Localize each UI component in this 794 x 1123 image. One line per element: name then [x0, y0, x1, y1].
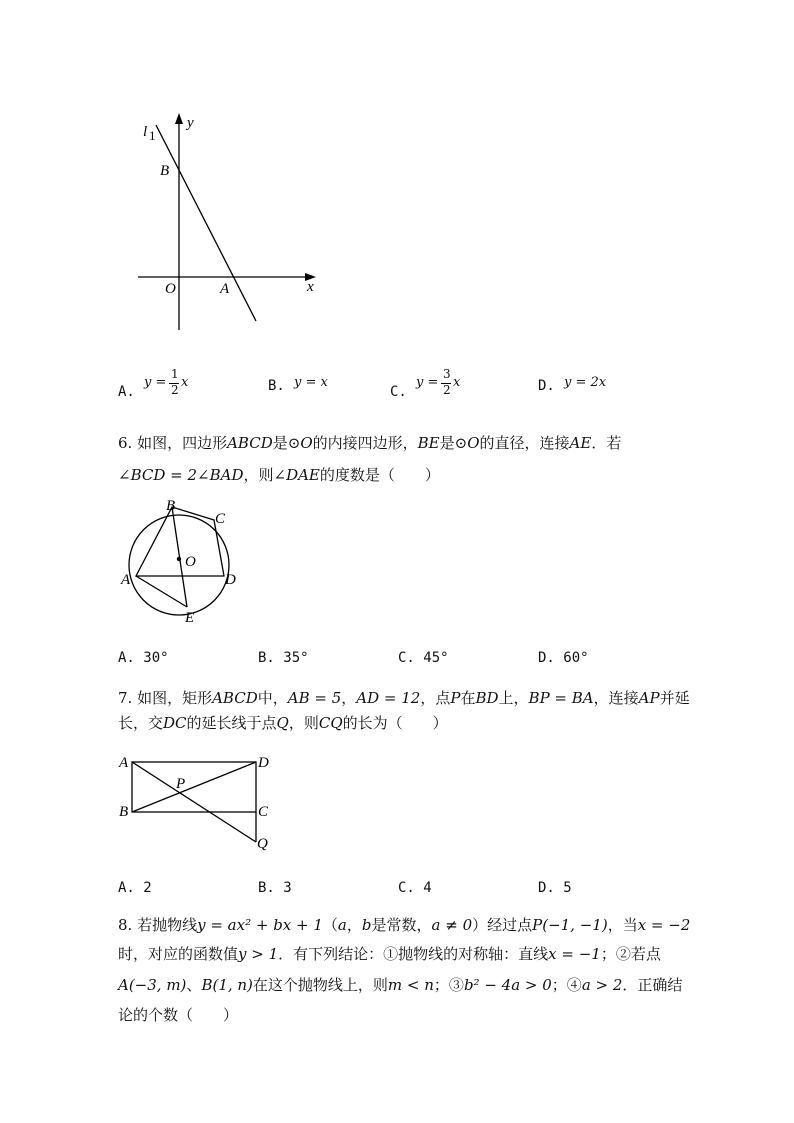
q6-option-d[interactable]: D. 60°	[538, 650, 589, 666]
option-letter: B.	[268, 378, 285, 394]
q5-option-a[interactable]	[118, 367, 238, 402]
q5-option-b[interactable]	[268, 370, 388, 402]
q5-option-d[interactable]	[538, 370, 658, 402]
fraction-denominator: 2	[171, 383, 179, 397]
option-letter: D.	[538, 378, 555, 394]
option-expr: y = x	[294, 375, 328, 390]
option-expr-left: y =	[144, 375, 167, 390]
diagonal-bd	[132, 762, 256, 812]
label-b: B	[160, 163, 170, 179]
rectangle-figure	[115, 750, 275, 855]
fraction-numerator: 1	[171, 367, 179, 381]
segment-ae	[136, 576, 187, 607]
option-letter: C.	[390, 384, 407, 400]
label-c: C	[215, 511, 226, 527]
label-origin: O	[165, 281, 176, 297]
q6-option-c[interactable]: C. 45°	[398, 650, 449, 666]
label-b: B	[119, 804, 129, 820]
q6-stem-line1: 6. 如图，四边形ABCD是⊙O的内接四边形，BE是⊙O的直径，连接AE．若	[118, 434, 622, 452]
fraction-numerator: 3	[443, 367, 451, 381]
label-a: A	[119, 755, 129, 771]
option-expr: y = 2x	[564, 375, 607, 390]
q7-option-d[interactable]: D. 5	[538, 880, 572, 896]
label-p: P	[176, 776, 186, 792]
q8-stem-line1: 8. 若抛物线y = ax² + bx + 1（a，b是常数，a ≠ 0）经过点P(−1, −1)，当x = −2	[118, 916, 691, 934]
q7-stem-line1: 7. 如图，矩形ABCD中，AB = 5，AD = 12，点P在BD上，BP = BA，连接AP并延	[118, 689, 690, 707]
label-e: E	[185, 610, 195, 626]
circle-quadrilateral-figure	[115, 495, 250, 627]
option-expr-right: x	[453, 375, 461, 390]
label-l: l	[143, 124, 148, 140]
center-point	[177, 557, 181, 561]
label-a: A	[121, 572, 131, 588]
label-b: B	[166, 498, 176, 514]
y-axis-arrow	[175, 113, 183, 124]
option-expr-left: y =	[416, 375, 439, 390]
q6-option-a[interactable]: A. 30°	[118, 650, 169, 666]
label-o: O	[185, 554, 196, 570]
label-l-sub: 1	[149, 128, 156, 143]
q5-option-c[interactable]	[390, 367, 510, 402]
line-aq	[132, 762, 256, 842]
q8-stem-line2: 时，对应的函数值y > 1．有下列结论：①抛物线的对称轴：直线x = −1；②若点	[118, 945, 661, 963]
q7-option-a[interactable]: A. 2	[118, 880, 152, 896]
label-y: y	[187, 115, 194, 131]
q7-option-c[interactable]: C. 4	[398, 880, 432, 896]
fraction-denominator: 2	[443, 383, 451, 397]
line-graph-figure	[130, 105, 330, 340]
q8-stem-line4: 论的个数（ ）	[118, 1006, 239, 1024]
q7-stem-line2: 长，交DC的延长线于点Q，则CQ的长为（ ）	[118, 714, 448, 732]
option-letter: A.	[118, 384, 135, 400]
label-c: C	[258, 804, 269, 820]
label-x: x	[307, 279, 314, 295]
q8-stem-line3: A(−3, m)、B(1, n)在这个抛物线上，则m < n；③b² − 4a > 0；④a > 2．正确结	[118, 976, 683, 994]
label-d: D	[258, 755, 269, 771]
circle-o	[129, 515, 229, 615]
quadrilateral-abcd	[136, 507, 224, 576]
label-q: Q	[257, 836, 268, 852]
q6-option-b[interactable]: B. 35°	[258, 650, 309, 666]
label-d: D	[225, 572, 236, 588]
option-expr-right: x	[181, 375, 189, 390]
q6-stem-line2: ∠BCD = 2∠BAD，则∠DAE的度数是（ ）	[118, 466, 440, 484]
q7-option-b[interactable]: B. 3	[258, 880, 292, 896]
label-a: A	[220, 281, 230, 297]
